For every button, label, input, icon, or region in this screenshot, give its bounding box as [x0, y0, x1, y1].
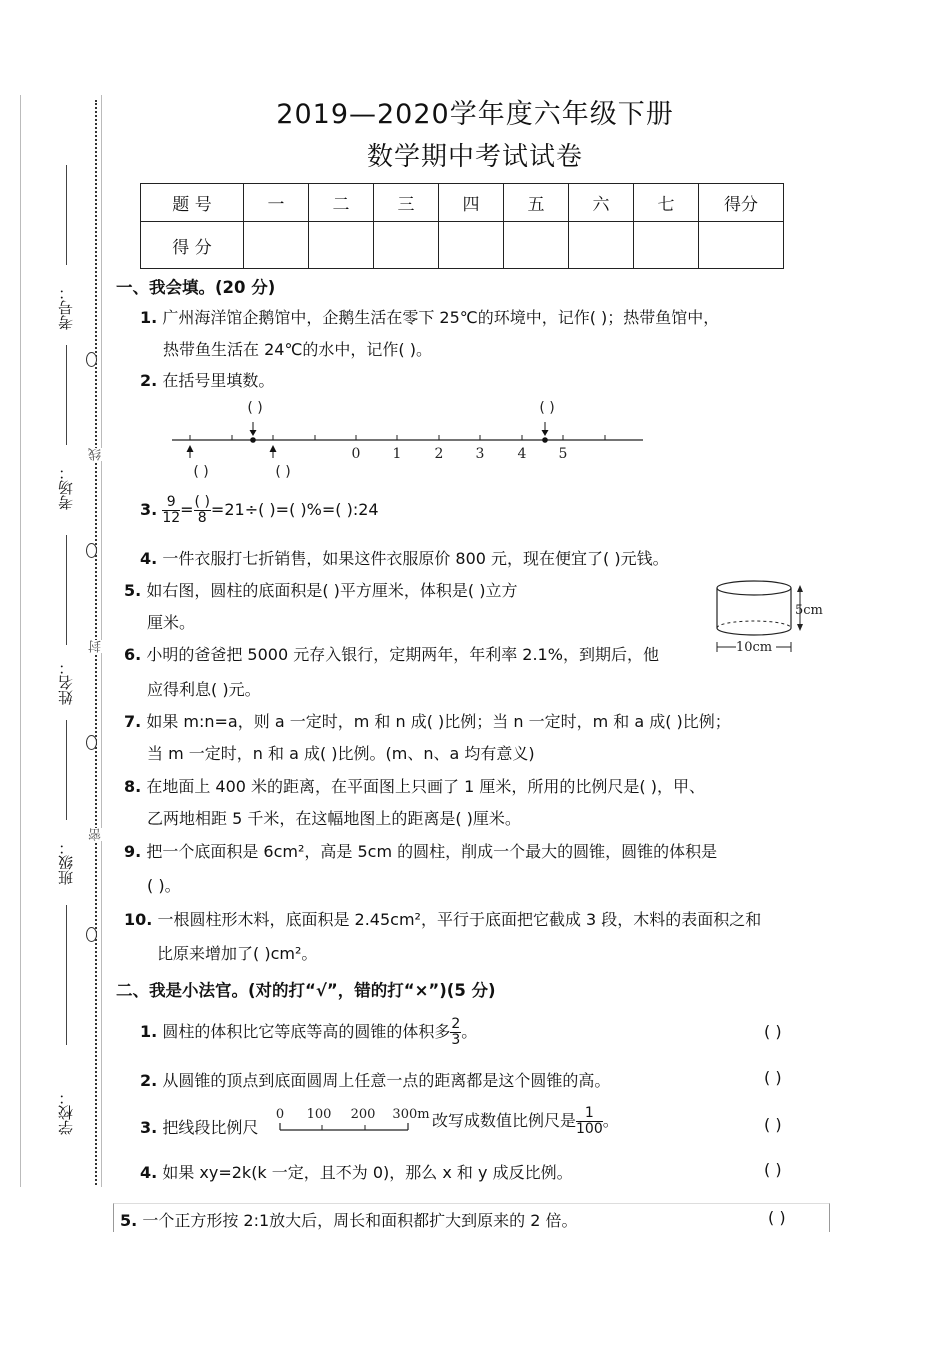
q1-number: 1. — [140, 308, 158, 327]
judge-answer-blank[interactable]: ( ) — [764, 1068, 782, 1087]
score-cell[interactable] — [504, 222, 569, 269]
point-dot — [250, 437, 256, 443]
scale-tick-label: 0 — [275, 1107, 285, 1122]
q9-text: 把一个底面积是 6cm²，高是 5cm 的圆柱，削成一个最大的圆锥，圆锥的体积是 — [146, 842, 718, 861]
judge-q2 — [140, 1068, 610, 1091]
q8-text: 在地面上 400 米的距离，在平面图上只画了 1 厘米，所用的比例尺是( )，甲、 — [146, 777, 705, 796]
q4-number: 4. — [140, 549, 158, 568]
arrow-up-icon — [187, 445, 194, 452]
score-cell[interactable] — [309, 222, 374, 269]
score-cell[interactable] — [439, 222, 504, 269]
q10-text: 一根圆柱形木料，底面积是 2.45cm²，平行于底面把它截成 3 段，木料的表面积之和 — [157, 910, 762, 929]
fill-line — [66, 905, 67, 1045]
judge-q3-text2: 改写成数值比例尺是 — [432, 1111, 577, 1130]
seal-char-seal: 封 — [89, 640, 104, 653]
score-header-cell: 二 — [309, 184, 374, 222]
q10-number: 10. — [124, 910, 153, 929]
seal-char-secret: 密 — [89, 828, 104, 841]
q6-text: 小明的爸爸把 5000 元存入银行，定期两年，年利率 2.1%，到期后，他 — [146, 645, 659, 664]
score-cell[interactable] — [244, 222, 309, 269]
judge-q1-number: 1. — [140, 1022, 158, 1041]
q4-line — [140, 546, 669, 569]
judge-q5-number: 5. — [120, 1211, 138, 1230]
q10-line2: 比原来增加了( )cm²。 — [157, 944, 318, 963]
score-row-label: 得 分 — [141, 222, 244, 269]
diameter-label: 10cm — [735, 640, 773, 655]
q5-number: 5. — [124, 581, 142, 600]
answer-blank: ( ) — [193, 464, 209, 480]
label-exam-room: 考场： — [57, 465, 75, 510]
q2-line — [140, 368, 274, 391]
q3-equals: = — [180, 500, 194, 519]
label-school: 学校： — [57, 1090, 75, 1135]
score-table-header-row — [141, 184, 784, 222]
score-cell[interactable] — [374, 222, 439, 269]
q5-text: 如右图，圆柱的底面积是( )平方厘米，体积是( )立方 — [146, 581, 518, 600]
cylinder-figure — [712, 576, 830, 658]
judge-q4 — [140, 1160, 573, 1183]
score-table — [140, 183, 784, 269]
judge-q1-text: 圆柱的体积比它等底等高的圆锥的体积多 — [162, 1022, 451, 1041]
score-header-cell: 三 — [374, 184, 439, 222]
q3-fraction-1: $\frac{9}{12}$ — [162, 494, 181, 526]
cylinder-top — [717, 581, 791, 595]
scale-tick-label: 100 — [306, 1107, 332, 1122]
score-table-score-row — [141, 222, 784, 269]
arrow-down-icon — [542, 430, 549, 436]
scale-tick-label: 300m — [392, 1107, 430, 1122]
label-exam-number: 考号： — [57, 285, 75, 330]
judge-q3-number: 3. — [140, 1118, 158, 1137]
score-header-cell: 五 — [504, 184, 569, 222]
judge-q2-number: 2. — [140, 1071, 158, 1090]
answer-blank: ( ) — [275, 464, 291, 480]
score-cell[interactable] — [634, 222, 699, 269]
q5-line1 — [124, 578, 517, 601]
q7-line2: 当 m 一定时，n 和 a 成( )比例。(m、n、a 均有意义) — [147, 744, 535, 763]
arrow-up-icon — [270, 445, 277, 452]
binding-hole-icon — [86, 735, 97, 750]
q6-line1 — [124, 642, 659, 665]
q7-number: 7. — [124, 712, 142, 731]
q8-line1 — [124, 774, 705, 797]
exam-title: 数学期中考试试卷 — [366, 142, 583, 172]
q3-number: 3. — [140, 500, 158, 519]
judge-q1-fraction: $\frac{2}{3}$ — [451, 1016, 461, 1048]
q1-line2: 热带鱼生活在 24℃的水中，记作( )。 — [163, 340, 432, 359]
q2-text: 在括号里填数。 — [162, 371, 275, 390]
judge-answer-blank[interactable]: ( ) — [764, 1160, 782, 1179]
judge-q3-fraction: $\frac{1}{100}$ — [576, 1105, 603, 1137]
judge-q3-end: 。 — [602, 1111, 619, 1130]
label-name: 姓名： — [57, 660, 75, 705]
label-class: 班级： — [57, 840, 75, 885]
q4-text: 一件衣服打七折销售，如果这件衣服原价 800 元，现在便宜了( )元钱。 — [162, 549, 669, 568]
q9-line1 — [124, 839, 717, 862]
q10-line1 — [124, 907, 761, 930]
tick-label: 0 — [351, 446, 361, 462]
judge-q4-number: 4. — [140, 1163, 158, 1182]
section2-heading: 二、我是小法官。(对的打“√”，错的打“×”)(5 分) — [116, 981, 496, 1000]
q3-line — [140, 495, 379, 526]
answer-blank: ( ) — [539, 400, 555, 416]
tick-label: 3 — [475, 446, 485, 462]
q7-text: 如果 m:n=a，则 a 一定时，m 和 n 成( )比例；当 n 一定时，m 和 a 成( )比例； — [146, 712, 731, 731]
q1-text: 广州海洋馆企鹅馆中，企鹅生活在零下 25℃的环境中，记作( )；热带鱼馆中， — [162, 308, 720, 327]
q9-number: 9. — [124, 842, 142, 861]
answer-blank: ( ) — [247, 400, 263, 416]
judge-answer-blank[interactable]: ( ) — [768, 1208, 786, 1227]
line-scale-figure — [270, 1103, 432, 1137]
binding-hole-icon — [86, 927, 97, 942]
score-cell[interactable] — [569, 222, 634, 269]
judge-q3 — [140, 1115, 258, 1138]
judge-q5-text: 一个正方形按 2:1放大后，周长和面积都扩大到原来的 2 倍。 — [142, 1211, 578, 1230]
q6-number: 6. — [124, 645, 142, 664]
tick-label: 2 — [434, 446, 444, 462]
height-label: 5cm — [795, 603, 823, 618]
fill-line — [66, 165, 67, 265]
q2-number: 2. — [140, 371, 158, 390]
scale-tick-label: 200 — [350, 1107, 376, 1122]
judge-q1-end: 。 — [461, 1022, 478, 1041]
judge-answer-blank[interactable]: ( ) — [764, 1115, 782, 1134]
judge-q4-text: 如果 xy=2k(k 一定，且不为 0)，那么 x 和 y 成反比例。 — [162, 1163, 573, 1182]
score-header-cell: 题 号 — [141, 184, 244, 222]
q6-line2: 应得利息( )元。 — [147, 680, 261, 699]
judge-q2-text: 从圆锥的顶点到底面圆周上任意一点的距离都是这个圆锥的高。 — [162, 1071, 611, 1090]
tick-label: 5 — [558, 446, 568, 462]
score-cell[interactable] — [699, 222, 784, 269]
score-header-cell: 七 — [634, 184, 699, 222]
arrow-down-icon — [250, 430, 257, 436]
judge-q3-rest — [432, 1106, 619, 1137]
judge-answer-blank[interactable]: ( ) — [764, 1022, 782, 1041]
q3-rest: =21÷( )=( )%=( ):24 — [210, 500, 379, 519]
binding-hole-icon — [86, 352, 97, 367]
seal-char-line: 线 — [89, 448, 104, 461]
fill-line — [66, 720, 67, 820]
fill-line — [66, 345, 67, 445]
exam-title-year: 2019—2020学年度六年级下册 — [276, 99, 674, 130]
q5-line2: 厘米。 — [147, 613, 196, 632]
q9-line2: ( )。 — [147, 876, 181, 895]
tick-label: 4 — [517, 446, 527, 462]
fill-line — [66, 535, 67, 645]
score-header-cell: 得分 — [699, 184, 784, 222]
q1-line1 — [140, 305, 719, 328]
score-header-cell: 四 — [439, 184, 504, 222]
binding-hole-icon — [86, 543, 97, 558]
q3-fraction-2: $\frac{( )}{8}$ — [194, 494, 210, 526]
score-header-cell: 一 — [244, 184, 309, 222]
score-header-cell: 六 — [569, 184, 634, 222]
judge-q5 — [120, 1208, 578, 1231]
judge-q1 — [140, 1017, 477, 1048]
q8-line2: 乙两地相距 5 千米，在这幅地图上的距离是( )厘米。 — [147, 809, 521, 828]
q8-number: 8. — [124, 777, 142, 796]
tick-label: 1 — [392, 446, 402, 462]
number-line-figure — [165, 392, 655, 487]
section1-heading: 一、我会填。(20 分) — [116, 278, 276, 297]
point-dot — [542, 437, 548, 443]
judge-q3-text: 把线段比例尺 — [162, 1118, 259, 1137]
q7-line1 — [124, 709, 731, 732]
